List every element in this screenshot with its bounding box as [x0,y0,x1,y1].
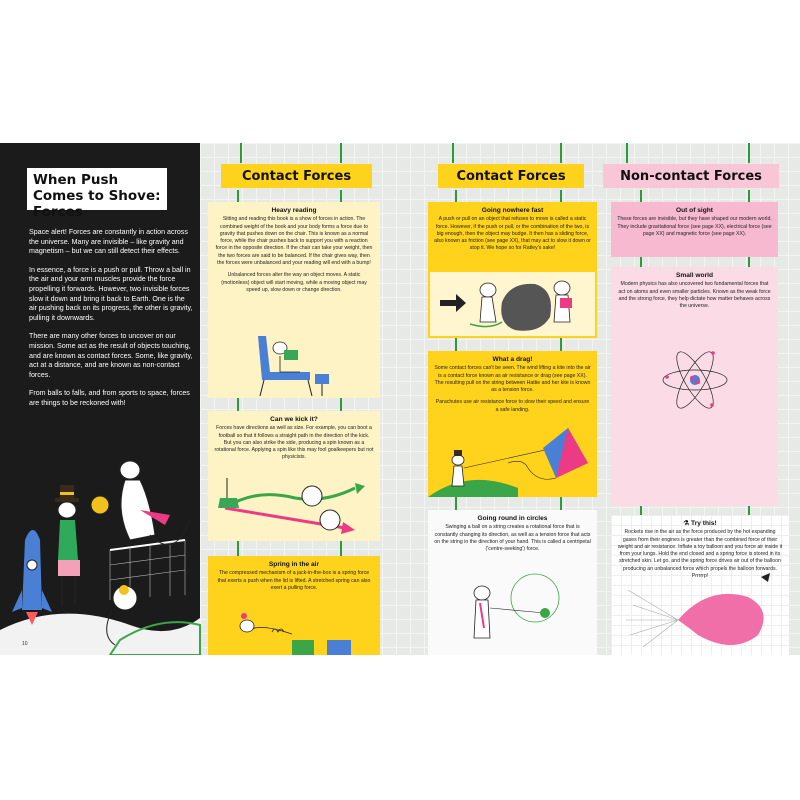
card-text: Sitting and reading this book is a show of forces in action. The combined weight of the book and your body forms a force due to gravity that pushes down on the chair. This is known as a normal force, while the chair pushes back to support you with a reaction force in the opposite direction. If the chair can take your weight, then the two forces are said to be balanced. If the chair gives way, then the forces were unbalanced and your reading will end with a bump! [215,216,373,267]
connector-line [240,143,242,163]
connector-line [237,398,239,412]
page-bottom-margin [0,655,800,800]
connector-line [452,143,454,163]
header-non-contact-forces: Non-contact Forces [603,164,779,188]
card-text: Forces have directions as well as size. For example, you can boot a football so that it follows a straight path in the direction of the kick. But you can also strike the side, producing a spin known as a rotational force. Applying a spin like this may fool goalkeepers but not physicists. [214,425,374,461]
connector-line [455,496,457,510]
card-title: What a drag! [492,356,533,363]
card-text: Modern physics has also uncovered two fundamental forces that act on atoms and even smaller particles. Known as the weak force and the strong force, they help dictate how matter behaves across the universe. [618,281,771,310]
kite-illustration [428,438,597,497]
jack-in-the-box-illustration [232,604,362,655]
connector-line [340,143,342,163]
card-text: Swinging a ball on a string creates a rotational force that is constantly changing its direction, as well as a tension force that acts on the string in the direction of your hand. This is called a centripetal ('centre-seeking') force. [434,524,591,553]
ratley-character-icon [120,461,190,545]
card-text: A push or pull on an object that refuses to move is called a static force. However, if the push or pull, or the combination of the two, is big enough, then the object may budge. It then has a sliding force, also known as friction (see page XX), that may act to slow it down or stop it. We hope so for Ratley's sake! [434,216,591,252]
page-title-text: When Push Comes to Shove: Forces [33,172,161,220]
intro-paragraph: Space alert! Forces are constantly in action across the universe. Many are invisible – like gravity and magnetism – but we can still detect their effects. [29,228,188,256]
card-text: These forces are invisible, but they have shaped our modern world. They include gravitational force (see page XX), electrical force (see page XX) and magnetic force (see page XX). [617,216,772,237]
card-title: Spring in the air [268,561,320,568]
connector-line [560,190,562,202]
balloon-illustration [618,585,788,655]
card-title: Going nowhere fast [481,207,544,214]
intro-text [29,228,193,418]
card-title-text: Try this! [691,520,717,527]
card-text: Some contact forces can't be seen. The wind lifting a kite into the air is a contact force known as air resistance or drag (see page XX). The resulting pull on the string between Hattie and her kite is known as a tension force. [434,365,591,394]
card-title: Can we kick it? [270,416,318,423]
hattie-character-icon [55,485,80,605]
connector-line [340,540,342,556]
rocket-icon [12,530,52,625]
intro-paragraph: In essence, a force is a push or pull. Throw a ball in the air and your arm muscles provide the force propelling it forwards. However, two invisible forces slow it down and bring it back to Earth. One is the air pushing back on its progress, the other is gravity, pulling it downwards. [29,265,193,322]
connector-line [640,505,642,515]
card-title: Small world [675,272,713,279]
flask-icon: ⚗ [683,520,690,527]
swinging-ball-illustration [460,568,570,648]
page-title [27,168,167,220]
card-title: Heavy reading [271,207,317,214]
connector-line [455,337,457,351]
football-icon [320,510,340,530]
kick-illustration [215,478,375,538]
card-text: The compressed mechanism of a jack-in-the-box is a spring force that exerts a push when the lid is lifted. A stretched spring can also exert a pulling force. [217,570,371,591]
page-number-left: 10 [22,641,28,647]
card-title [617,520,783,527]
connector-line [455,190,457,202]
connector-line [340,398,342,412]
card-text: Rockets rise in the air as the force produced by the hot expanding gases from their engines is greater than the combined force of their weight and air resistance. Inflate a toy balloon and you force air inside it from your lungs. Hold the end closed and a spring force is stored in its stretched skin. Let go, and the spring force drives air out of the balloon producing an unbalanced force which propels the balloon forwards. Prrrrrp! [617,529,783,580]
volleyball-illustration [0,440,200,655]
header-contact-forces-2: Contact Forces [438,164,584,188]
reading-chair-illustration [240,330,350,398]
connector-line [748,143,750,163]
rock-push-illustration [430,272,595,336]
intro-paragraph: From balls to falls, and from sports to space, forces are things to be reckoned with! [29,389,190,407]
card-text: Unbalanced forces alter the way an object moves. A static (motionless) object will start moving, while a moving object may speed up, slow down or change direction. [221,272,367,293]
header-contact-forces-1: Contact Forces [221,164,372,188]
connector-line [560,337,562,351]
connector-line [237,540,239,556]
connector-line [626,143,628,163]
intro-paragraph: There are many other forces to uncover on our mission. Some act as the result of objects touching, and are known as contact forces. Some, like gravity, act at a distance, and are known as non-contact forces. [29,332,193,379]
connector-line [748,505,750,515]
ball-icon [91,496,109,514]
card-title: Out of sight [676,207,713,214]
card-text: Parachutes use air resistance force to slow their speed and ensure a safe landing. [435,399,590,413]
atom-icon [655,345,735,415]
connector-line [560,496,562,510]
football-icon [302,486,322,506]
connector-line [560,143,562,163]
card-title: Going round in circles [477,515,548,522]
card-out-of-sight [611,202,778,257]
